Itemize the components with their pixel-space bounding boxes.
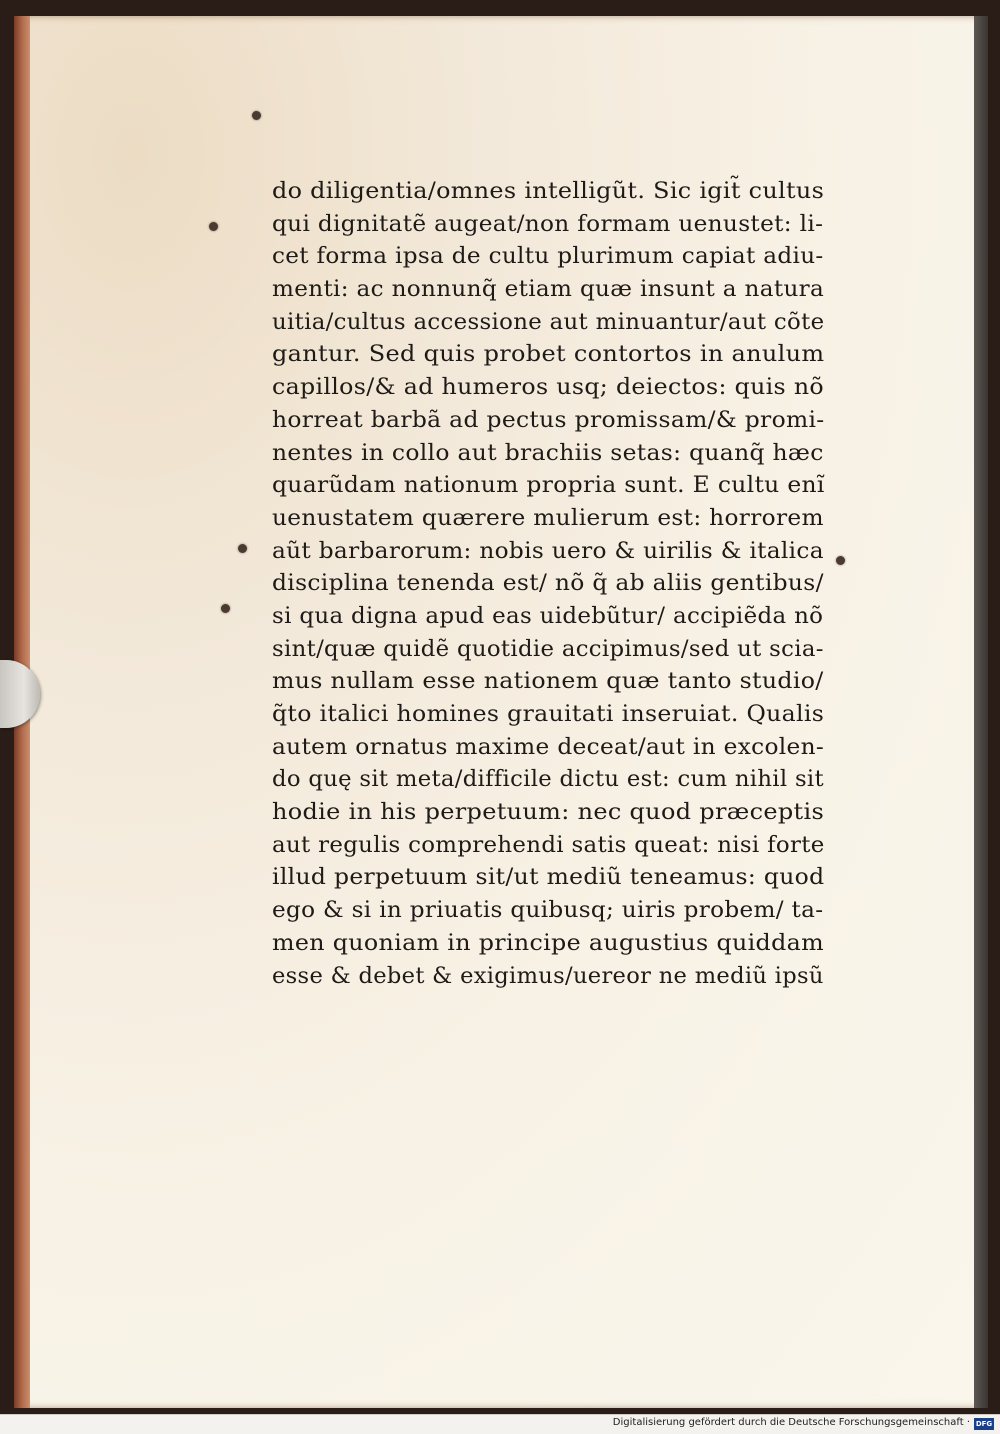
- text-line: aut regulis comprehendi satis queat: nisi forte: [272, 832, 825, 858]
- text-line: mus nullam esse nationem quæ tanto studio/: [272, 669, 824, 695]
- binding-hole: [209, 222, 218, 231]
- text-line: menti: ac nonnunq̃ etiam quæ insunt a natura: [272, 277, 825, 303]
- text-line: gantur. Sed quis probet contortos in anulum: [272, 342, 825, 368]
- text-line: ego & si in priuatis quibusq; uiris probem/ ta-: [272, 898, 824, 924]
- text-line: quarũdam nationum propria sunt. E cultu enĩ: [272, 473, 825, 499]
- text-line: q̃to italici homines grauitati inseruiat. Qualis: [272, 702, 825, 727]
- text-line: aũt barbarorum: nobis uero & uirilis & italica: [272, 538, 824, 564]
- dfg-logo[interactable]: DFG: [975, 1420, 993, 1428]
- text-line: uenustatem quærere mulierum est: horrorem: [272, 505, 824, 531]
- binding-hole: [252, 111, 261, 120]
- text-line: illud perpetuum sit/ut mediũ teneamus: quod: [272, 865, 825, 891]
- text-line: qui dignitatẽ augeat/non formam uenustet: li-: [272, 211, 824, 237]
- binding-hole: [221, 604, 230, 613]
- text-line: autem ornatus maxime deceat/aut in excolen-: [272, 734, 825, 760]
- printed-text-block: [272, 176, 824, 993]
- funding-credit: Digitalisierung gefördert durch die Deutsche Forschungsgemeinschaft ·: [612, 1417, 970, 1428]
- text-line: uitia/cultus accessione aut minuantur/aut cõte: [272, 309, 825, 335]
- text-line: men quoniam in principe augustius quiddam: [272, 930, 824, 956]
- text-line: cet forma ipsa de cultu plurimum capiat adiu-: [272, 244, 824, 270]
- text-line: hodie in his perpetuum: nec quod præceptis: [272, 800, 825, 826]
- footer-bar: [0, 1414, 1000, 1434]
- text-line: esse & debet & exigimus/uereor ne mediũ ipsũ: [272, 963, 824, 989]
- text-line: sint/quæ quidẽ quotidie accipimus/sed ut scia-: [272, 636, 824, 662]
- text-line: do quę sit meta/difficile dictu est: cum nihil sit: [272, 767, 824, 793]
- binding-hole: [238, 544, 247, 553]
- text-line: do diligentia/omnes intelligũt. Sic igit̃ cultus: [272, 179, 825, 204]
- text-line: nentes in collo aut brachiis setas: quanq̃ hæc: [272, 440, 824, 466]
- text-line: capillos/& ad humeros usq; deiectos: quis nõ: [272, 375, 825, 401]
- text-line: disciplina tenenda est/ nõ q̃ ab aliis gentibus/: [272, 571, 824, 597]
- text-line: si qua digna apud eas uidebũtur/ accipiẽda nõ: [272, 603, 824, 629]
- page-edge-right: [974, 16, 988, 1408]
- text-line: horreat barbã ad pectus promissam/& promi-: [272, 407, 825, 433]
